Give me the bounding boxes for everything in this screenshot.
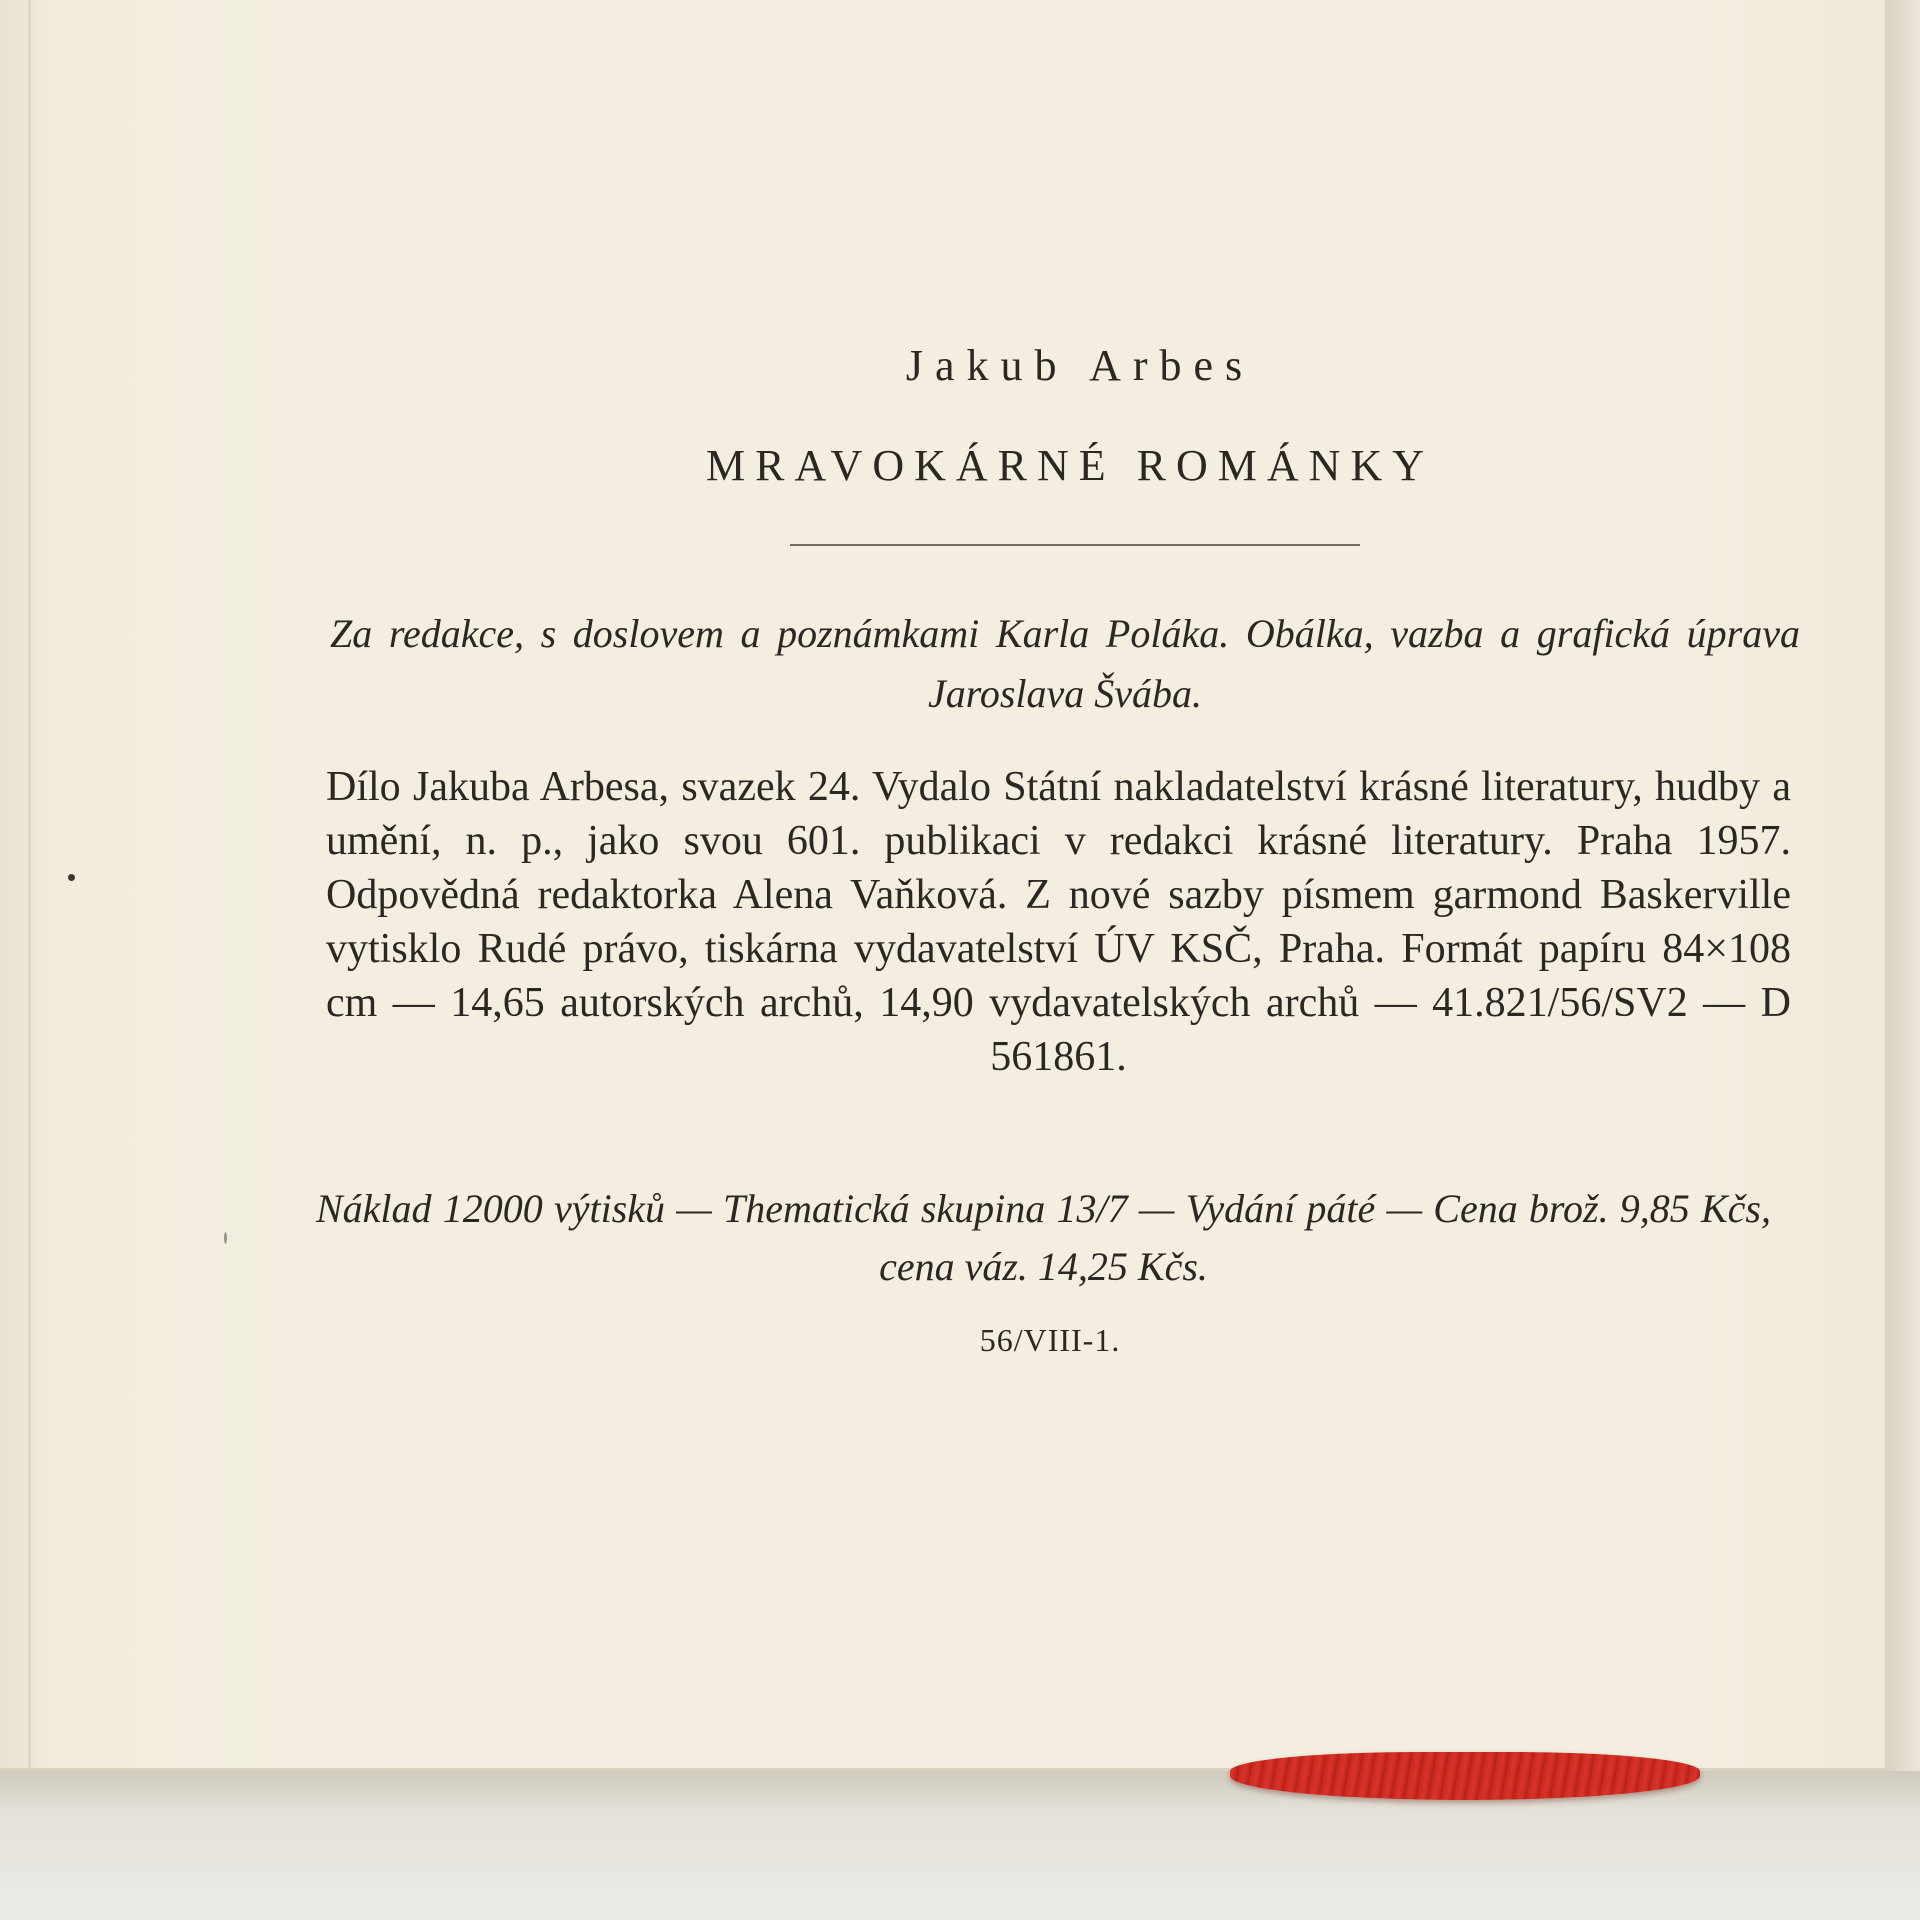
print-run-and-price: Náklad 12000 výtisků — Thematická skupina 13/7 — Vydání páté — Cena brož. 9,85 Kčs, cena váz. 14,25 Kčs. — [316, 1186, 1771, 1289]
title-divider — [790, 544, 1360, 546]
author-name: Jakub Arbes — [905, 341, 1255, 390]
book-title: MRAVOKÁRNÉ ROMÁNKY — [705, 441, 1435, 490]
bookmark-ribbon — [1230, 1752, 1700, 1800]
ink-speck — [224, 1232, 227, 1244]
printing-code: 56/VIII-1. — [979, 1322, 1121, 1358]
page-gutter — [28, 0, 31, 1768]
ink-speck — [68, 874, 75, 881]
publication-imprint: Dílo Jakuba Arbesa, svazek 24. Vydalo Státní nakladatelství krásné literatury, hudby a umění, n. p., jako svou 601. publikaci v redakci krásné literatury. Praha 1957. Odpovědná redaktorka Alena Vaňková. Z nové sazby písmem garmond Baskerville vytisklo Rudé právo, tiskárna vydavatelství ÚV KSČ, Praha. Formát papíru 84×108 cm — 14,65 autorských archů, 14,90 vydavatelských archů — 41.821/56/SV2 — D 561861. — [326, 764, 1791, 1080]
editorial-credits: Za redakce, s doslovem a poznámkami Karla Poláka. Obálka, vazba a grafická úprava Jaroslava Švába. — [330, 611, 1800, 716]
background-surface — [0, 1771, 1920, 1920]
adjacent-page-edge — [1885, 0, 1920, 1920]
